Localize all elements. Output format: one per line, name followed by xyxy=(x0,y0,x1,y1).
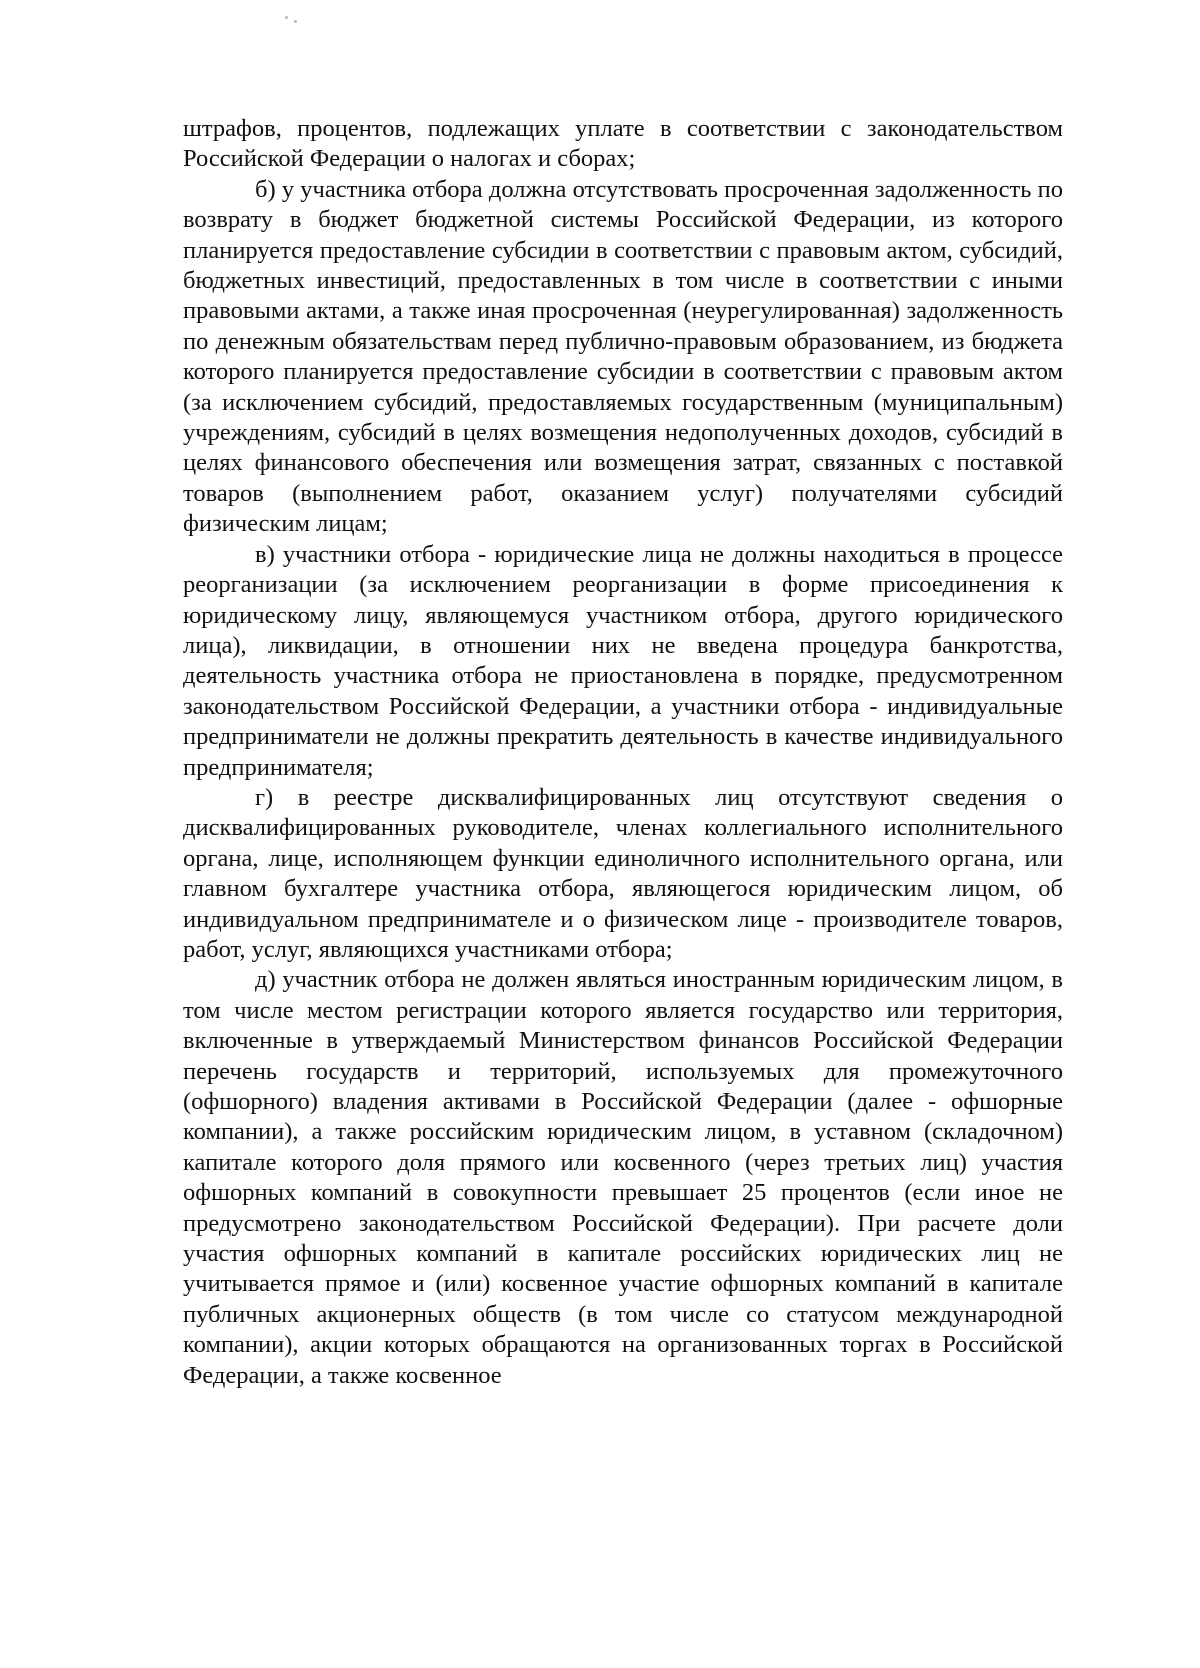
scan-speck xyxy=(294,20,297,23)
scan-speck xyxy=(285,16,288,19)
paragraph-item-g: г) в реестре дисквалифицированных лиц отсутствуют сведения о дисквалифицированных руководителе, членах коллегиального исполнительного органа, лице, исполняющем функции единоличного исполнительного органа, или главном бухгалтере участника отбора, являющегося юридическим лицом, об индивидуальном предпринимателе и о физическом лице - производителе товаров, работ, услуг, являющихся участниками отбора; xyxy=(183,783,1063,963)
document-body xyxy=(183,114,1063,1391)
paragraph-item-d: д) участник отбора не должен являться иностранным юридическим лицом, в том числе местом регистрации которого является государство или территория, включенные в утверждаемый Министерством финансов Российской Федерации перечень государств и территорий, используемых для промежуточного (офшорного) владения активами в Российской Федерации (далее - офшорные компании), а также российским юридическим лицом, в уставном (складочном) капитале которого доля прямого или косвенного (через третьих лиц) участия офшорных компаний в совокупности превышает 25 процентов (если иное не предусмотрено законодательством Российской Федерации). При расчете доли участия офшорных компаний в капитале российских юридических лиц не учитывается прямое и (или) косвенное участие офшорных компаний в капитале публичных акционерных обществ (в том числе со статусом международной компании), акции которых обращаются на организованных торгах в Российской Федерации, а также косвенное xyxy=(183,966,1063,1389)
paragraph-item-v: в) участники отбора - юридические лица не должны находиться в процессе реорганизации (за исключением реорганизации в форме присоединения к юридическому лицу, являющемуся участником отбора, другого юридического лица), ликвидации, в отношении них не введена процедура банкротства, деятельность участника отбора не приостановлена в порядке, предусмотренном законодательством Российской Федерации, а участники отбора - индивидуальные предприниматели не должны прекратить деятельность в качестве индивидуального предпринимателя; xyxy=(183,540,1063,781)
paragraph-continuation: штрафов, процентов, подлежащих уплате в соответствии с законодательством Российской Федерации о налогах и сборах; xyxy=(183,115,1063,173)
paragraph-item-b: б) у участника отбора должна отсутствовать просроченная задолженность по возврату в бюджет бюджетной системы Российской Федерации, из которого планируется предоставление субсидии в соответствии с правовым актом, субсидий, бюджетных инвестиций, предоставленных в том числе в соответствии с иными правовыми актами, а также иная просроченная (неурегулированная) задолженность по денежным обязательствам перед публично-правовым образованием, из бюджета которого планируется предоставление субсидии в соответствии с правовым актом (за исключением субсидий, предоставляемых государственным (муниципальным) учреждениям, субсидий в целях возмещения недополученных доходов, субсидий в целях финансового обеспечения или возмещения затрат, связанных с поставкой товаров (выполнением работ, оказанием услуг) получателями субсидий физическим лицам; xyxy=(183,175,1063,538)
